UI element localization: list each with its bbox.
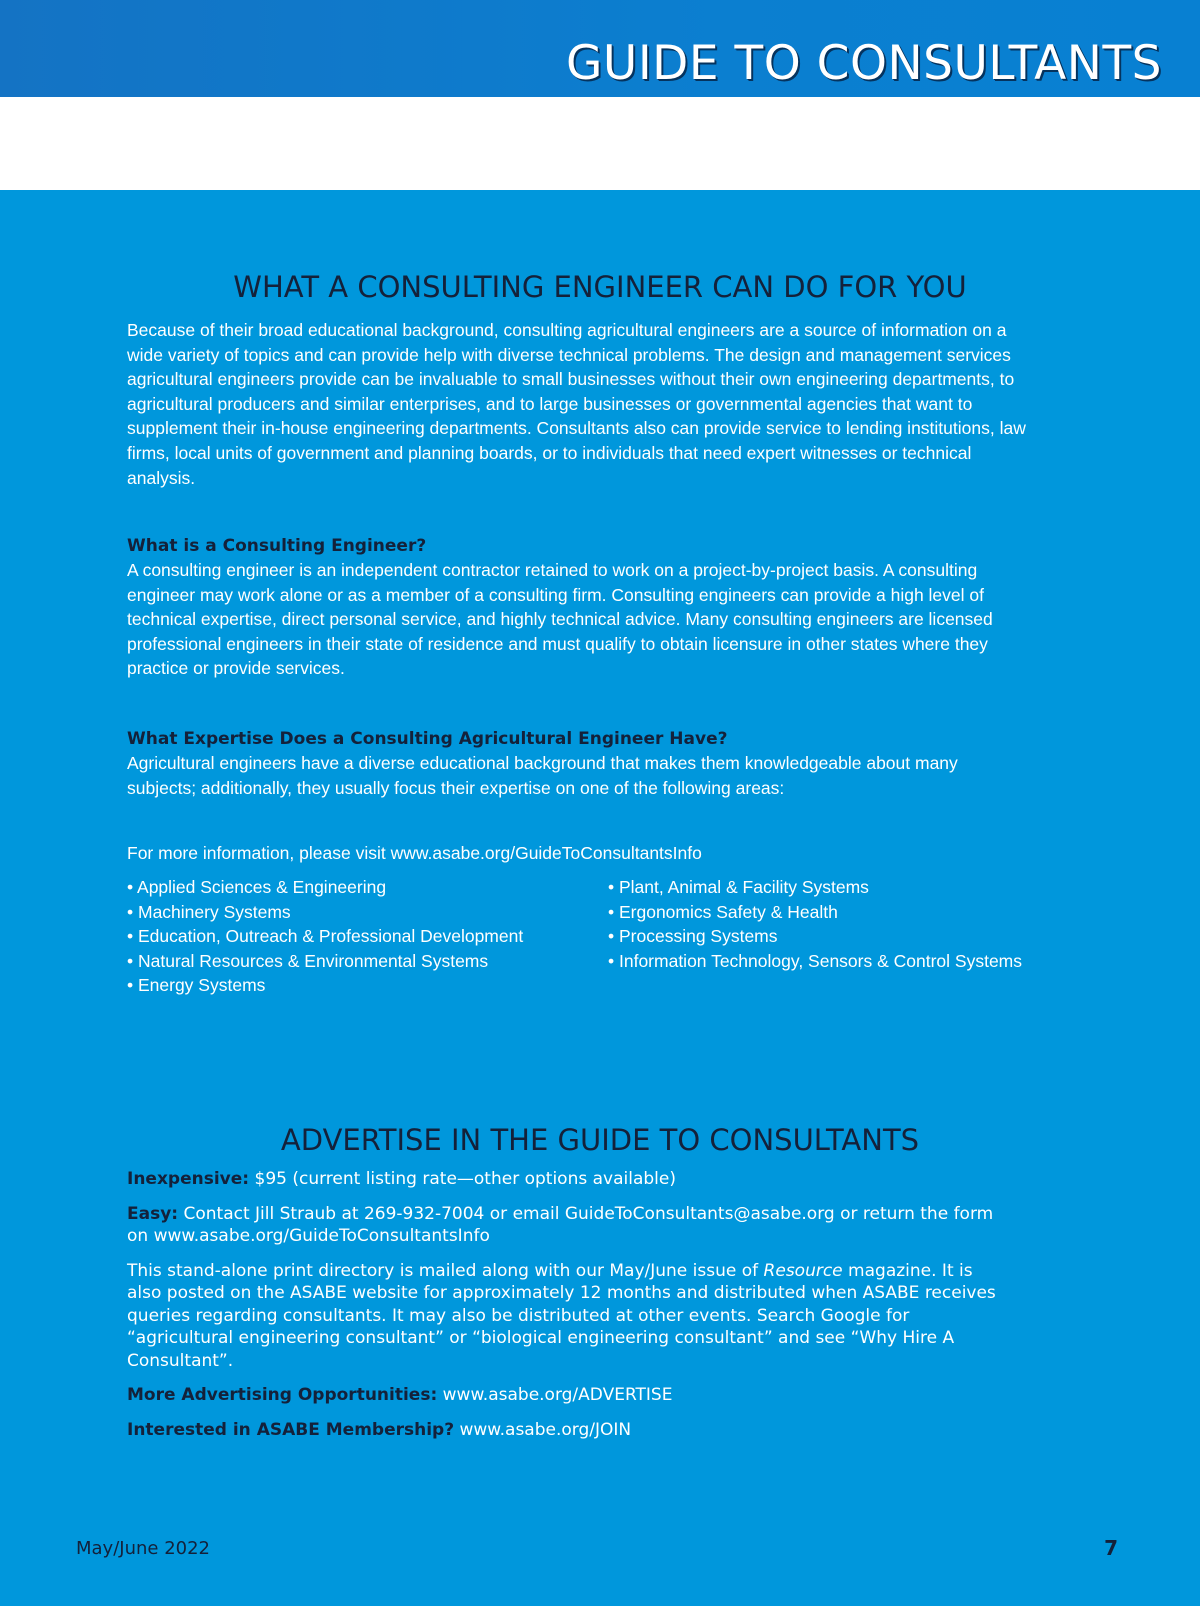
list-item: • Plant, Animal & Facility Systems [608, 877, 869, 897]
header-bar [0, 0, 1200, 97]
more-advertising-line [127, 1384, 1007, 1407]
main-panel [0, 190, 1200, 1606]
inexpensive-text: $95 (current listing rate—other options available) [249, 1169, 676, 1189]
advertise-block [127, 1168, 1007, 1453]
intro-block [127, 318, 1027, 490]
directory-paragraph [127, 1260, 1007, 1373]
list-item: • Ergonomics Safety & Health [608, 901, 838, 922]
more-advertising-label: More Advertising Opportunities: [127, 1385, 438, 1405]
more-info-link[interactable]: For more information, please visit www.asabe.org/GuideToConsultantsInfo [127, 843, 702, 863]
join-link[interactable]: www.asabe.org/JOIN [454, 1419, 632, 1440]
list-item: • Processing Systems [608, 926, 778, 947]
list-item: • Natural Resources & Environmental Systems [127, 950, 489, 971]
easy-line [127, 1203, 1007, 1248]
expertise-list-left [127, 875, 597, 998]
expertise-list-right [608, 875, 1068, 973]
inexpensive-label: Inexpensive: [127, 1169, 250, 1189]
issue-date: May/June 2022 [76, 1538, 211, 1559]
list-item: • Energy Systems [127, 975, 266, 996]
what-is-block [127, 534, 1027, 681]
section-heading-consulting: WHAT A CONSULTING ENGINEER CAN DO FOR YOU [233, 270, 967, 304]
membership-line [127, 1419, 1007, 1442]
list-item: • Education, Outreach & Professional Development [127, 926, 524, 947]
advertise-link[interactable]: www.asabe.org/ADVERTISE [437, 1385, 673, 1405]
magazine-name: Resource [763, 1260, 843, 1281]
easy-label: Easy: [127, 1203, 179, 1224]
list-item: • Information Technology, Sensors & Control Systems [608, 950, 1023, 971]
what-is-heading: What is a Consulting Engineer? [127, 536, 427, 556]
membership-label: Interested in ASABE Membership? [127, 1419, 455, 1440]
expertise-heading: What Expertise Does a Consulting Agricultural Engineer Have? [127, 729, 728, 749]
easy-text[interactable]: Contact Jill Straub at 269-932-7004 or email GuideToConsultants@asabe.org or return the form on www.asabe.org/GuideToConsultantsInfo [127, 1203, 994, 1246]
page-title: GUIDE TO CONSULTANTS [566, 36, 1162, 91]
list-item: • Applied Sciences & Engineering [127, 877, 387, 897]
expertise-block [127, 727, 1027, 800]
expertise-paragraph: Agricultural engineers have a diverse educational background that makes them knowledgeable about many subjects; additionally, they usually focus their expertise on one of the following areas: [127, 753, 958, 798]
directory-text-end: magazine. It is also posted on the ASABE website for approximately 12 months and distributed when ASABE receives queries regarding consultants. It may also be distributed at other events. Search Google for “agricultural engineering consultant” or “biological engineering consultant” and see “Why Hire A Consultant”. [127, 1260, 996, 1371]
inexpensive-line [127, 1168, 1007, 1191]
what-is-paragraph: A consulting engineer is an independent contractor retained to work on a project-by-project basis. A consulting engineer may work alone or as a member of a consulting firm. Consulting engineers can provide a high level of technical expertise, direct personal service, and highly technical advice. Many consulting engineers are licensed professional engineers in their state of residence and must qualify to obtain licensure in other states where they practice or provide services. [127, 560, 993, 679]
intro-paragraph: Because of their broad educational background, consulting agricultural engineers are a source of information on a wide variety of topics and can provide help with diverse technical problems. The design and management services agricultural engineers provide can be invaluable to small businesses without their own engineering departments, to agricultural producers and similar enterprises, and to large businesses or governmental agencies that want to supplement their in-house engineering departments. Consultants also can provide service to lending institutions, law firms, local units of government and planning boards, or to individuals that need expert witnesses or technical analysis. [127, 320, 1026, 488]
list-item: • Machinery Systems [127, 901, 291, 922]
page-number: 7 [1104, 1536, 1118, 1560]
section-heading-advertise: ADVERTISE IN THE GUIDE TO CONSULTANTS [280, 1123, 920, 1157]
directory-text-start: This stand-alone print directory is mailed along with our May/June issue of [127, 1260, 764, 1281]
header-spacer [0, 97, 1200, 190]
more-info-block [127, 841, 1027, 866]
